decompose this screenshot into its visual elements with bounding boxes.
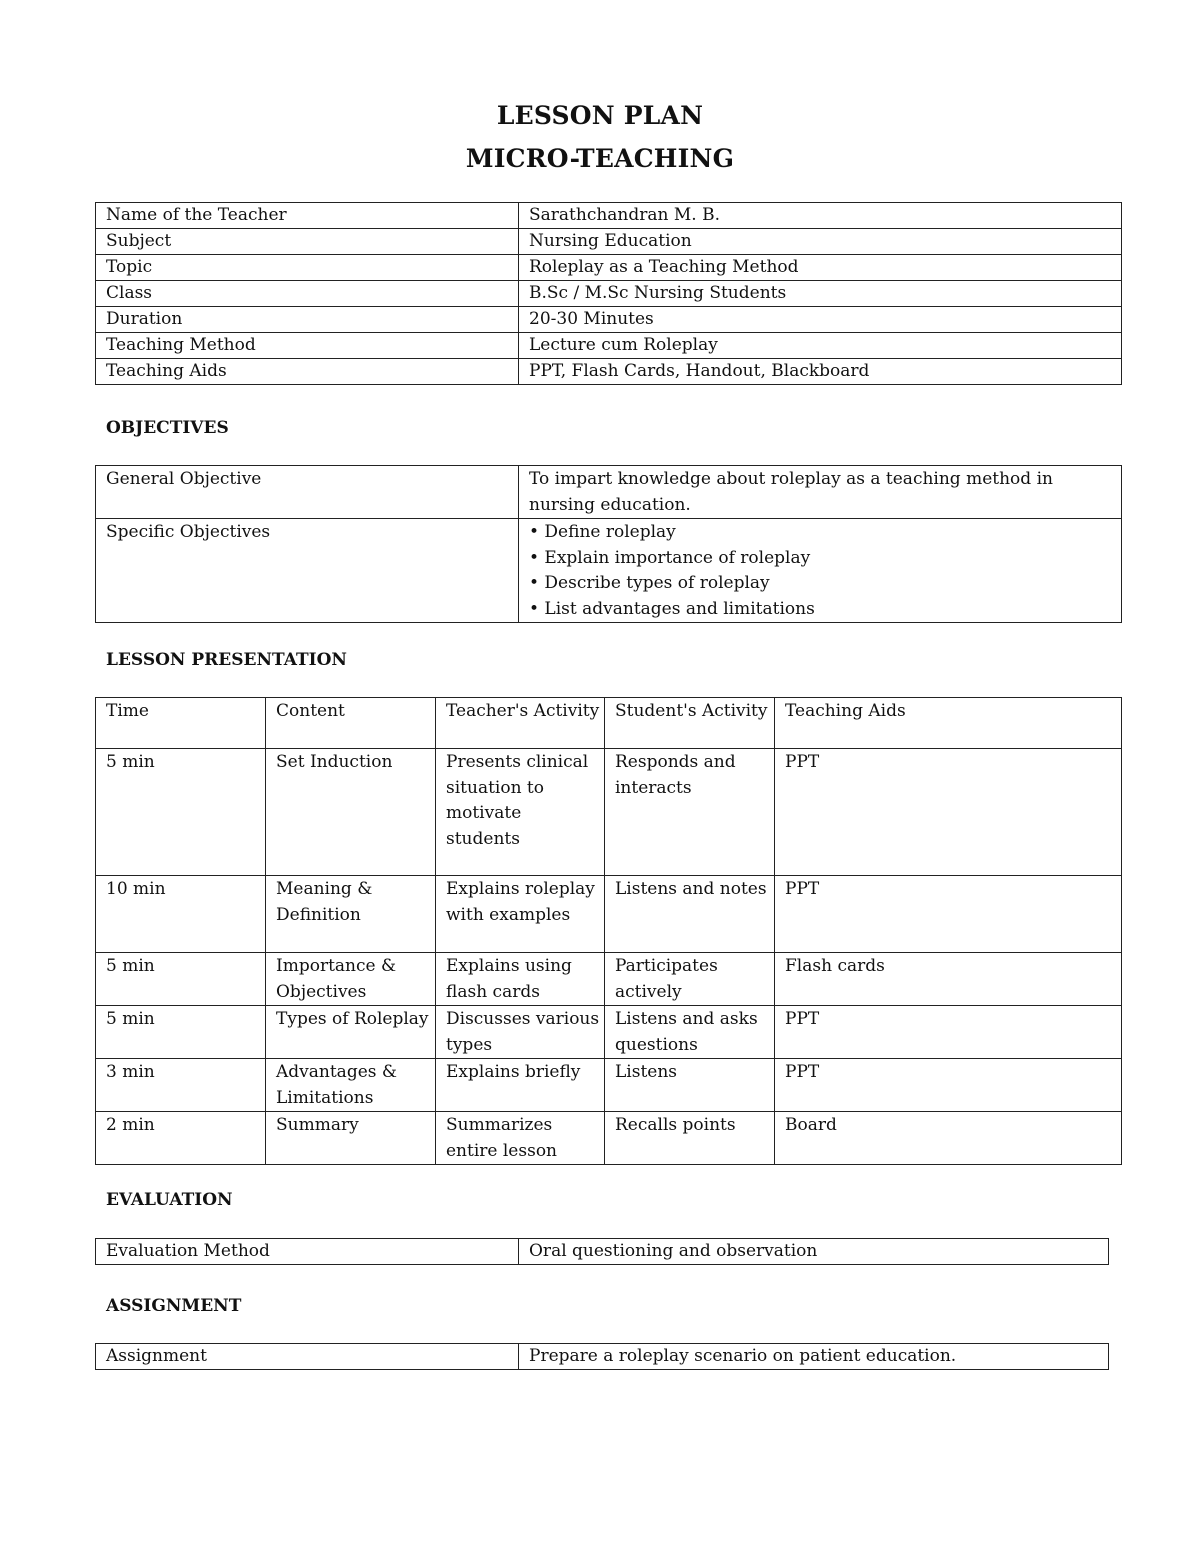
assignment-label: Assignment	[96, 1344, 519, 1370]
table-row	[96, 307, 1122, 333]
table-row	[96, 1112, 1122, 1165]
info-label: Class	[96, 281, 519, 307]
list-item: • Describe types of roleplay	[529, 573, 770, 593]
table-cell: Listens and notes	[605, 876, 775, 953]
list-item: • List advantages and limitations	[529, 598, 815, 619]
column-header: Teaching Aids	[775, 698, 1122, 749]
lesson-presentation-table	[95, 697, 1122, 1165]
table-row	[96, 1006, 1122, 1059]
table-cell: Responds and interacts	[605, 749, 775, 876]
objectives-table	[95, 465, 1122, 623]
table-cell: Listens	[605, 1059, 775, 1112]
info-value: PPT, Flash Cards, Handout, Blackboard	[519, 359, 1122, 385]
table-row	[96, 519, 1122, 623]
info-value: Nursing Education	[519, 229, 1122, 255]
column-header: Time	[96, 698, 266, 749]
table-cell: Presents clinical situation to motivate students	[436, 749, 605, 876]
table-cell: PPT	[775, 1006, 1122, 1059]
lesson-presentation-heading: LESSON PRESENTATION	[106, 650, 347, 670]
table-cell: Board	[775, 1112, 1122, 1165]
table-cell: 5 min	[96, 1006, 266, 1059]
table-cell: 2 min	[96, 1112, 266, 1165]
table-cell: Summarizes entire lesson	[436, 1112, 605, 1165]
column-header: Content	[266, 698, 436, 749]
table-cell: Meaning & Definition	[266, 876, 436, 953]
table-cell: 5 min	[96, 749, 266, 876]
table-row	[96, 203, 1122, 229]
general-objective-value: To impart knowledge about roleplay as a teaching method in nursing education.	[519, 466, 1122, 519]
info-value: 20-30 Minutes	[519, 307, 1122, 333]
table-header-row	[96, 698, 1122, 749]
table-row	[96, 876, 1122, 953]
table-row	[96, 333, 1122, 359]
table-cell: PPT	[775, 1059, 1122, 1112]
info-value: Lecture cum Roleplay	[519, 333, 1122, 359]
table-cell: Summary	[266, 1112, 436, 1165]
specific-objectives-label: Specific Objectives	[96, 519, 519, 623]
table-cell: Listens and asks questions	[605, 1006, 775, 1059]
table-cell: Discusses various types	[436, 1006, 605, 1059]
info-value: B.Sc / M.Sc Nursing Students	[519, 281, 1122, 307]
table-row	[96, 359, 1122, 385]
info-label: Topic	[96, 255, 519, 281]
table-row	[96, 466, 1122, 519]
specific-objectives-list	[519, 519, 1122, 623]
page-title: LESSON PLAN	[496, 101, 704, 130]
evaluation-table	[95, 1238, 1109, 1265]
info-label: Name of the Teacher	[96, 203, 519, 229]
page-subtitle: MICRO-TEACHING	[465, 144, 735, 173]
objectives-heading: OBJECTIVES	[106, 418, 229, 438]
info-label: Subject	[96, 229, 519, 255]
info-label: Duration	[96, 307, 519, 333]
table-cell: PPT	[775, 749, 1122, 876]
column-header: Student's Activity	[605, 698, 775, 749]
table-row	[96, 749, 1122, 876]
assignment-table	[95, 1343, 1109, 1370]
table-cell: Explains using flash cards	[436, 953, 605, 1006]
info-value: Roleplay as a Teaching Method	[519, 255, 1122, 281]
table-cell: Participates actively	[605, 953, 775, 1006]
table-cell: 3 min	[96, 1059, 266, 1112]
table-row	[96, 255, 1122, 281]
info-value: Sarathchandran M. B.	[519, 203, 1122, 229]
table-cell: Advantages & Limitations	[266, 1059, 436, 1112]
evaluation-heading: EVALUATION	[106, 1190, 233, 1210]
table-row	[96, 1239, 1109, 1265]
table-cell: 10 min	[96, 876, 266, 953]
info-label: Teaching Method	[96, 333, 519, 359]
table-cell: PPT	[775, 876, 1122, 953]
list-item: • Explain importance of roleplay	[529, 547, 811, 568]
column-header: Teacher's Activity	[436, 698, 605, 749]
table-cell: Types of Roleplay	[266, 1006, 436, 1059]
assignment-value: Prepare a roleplay scenario on patient education.	[519, 1344, 1109, 1370]
info-table	[95, 202, 1122, 385]
table-cell: Set Induction	[266, 749, 436, 876]
table-cell: Recalls points	[605, 1112, 775, 1165]
evaluation-label: Evaluation Method	[96, 1239, 519, 1265]
table-cell: Explains briefly	[436, 1059, 605, 1112]
table-row	[96, 281, 1122, 307]
assignment-heading: ASSIGNMENT	[106, 1296, 242, 1316]
evaluation-value: Oral questioning and observation	[519, 1239, 1109, 1265]
table-row	[96, 953, 1122, 1006]
table-cell: Flash cards	[775, 953, 1122, 1006]
info-label: Teaching Aids	[96, 359, 519, 385]
table-row	[96, 229, 1122, 255]
table-row	[96, 1344, 1109, 1370]
list-item: • Define roleplay	[529, 522, 676, 542]
table-cell: Explains roleplay with examples	[436, 876, 605, 953]
table-cell: 5 min	[96, 953, 266, 1006]
general-objective-label: General Objective	[96, 466, 519, 519]
table-cell: Importance & Objectives	[266, 953, 436, 1006]
table-row	[96, 1059, 1122, 1112]
